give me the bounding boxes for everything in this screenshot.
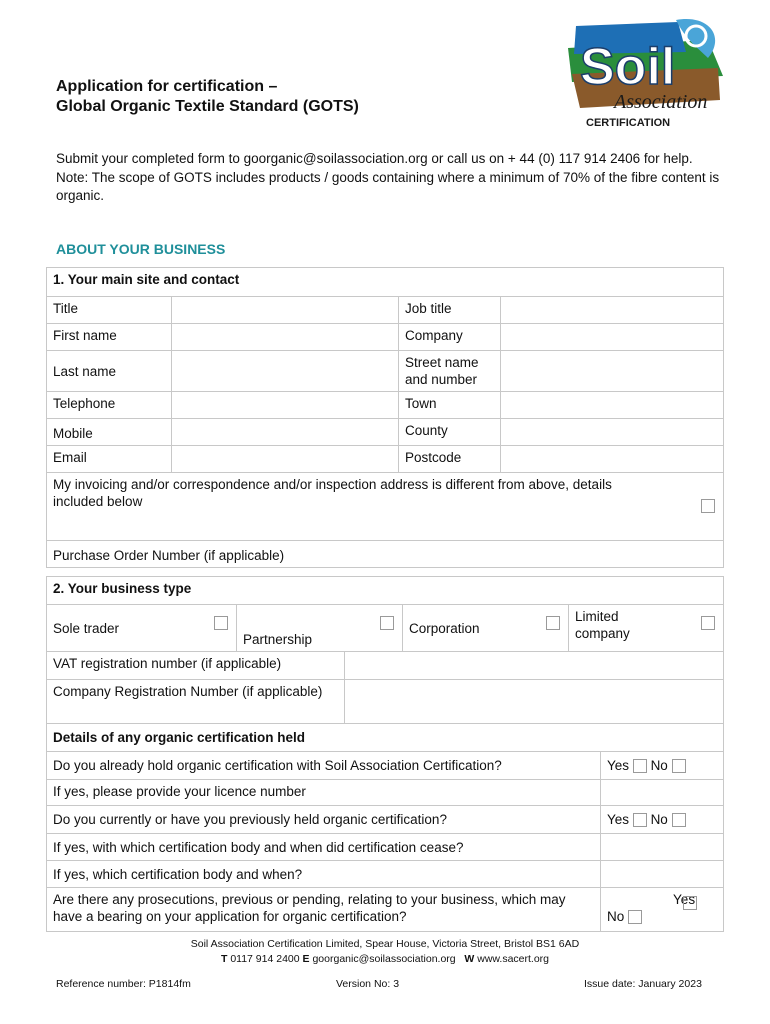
q1-no-label: No bbox=[650, 758, 668, 773]
company-reg-label: Company Registration Number (if applicable) bbox=[47, 680, 345, 724]
last-name-field[interactable] bbox=[172, 351, 399, 392]
q1-yes-checkbox[interactable] bbox=[633, 759, 647, 773]
corporation-label: Corporation bbox=[409, 620, 480, 636]
intro-text: Submit your completed form to goorganic@soilassociation.org or call us on + 44 (0) 117 914 2406 for help. Note: The scope of GOTS includes products / goods containing where a minimum of 70% of the fibre content is organic. bbox=[56, 151, 720, 203]
alt-address-checkbox[interactable] bbox=[701, 499, 715, 513]
q2-body-label: If yes, with which certification body and when did certification cease? bbox=[47, 834, 601, 861]
po-number-label: Purchase Order Number (if applicable) bbox=[47, 541, 724, 568]
business-heading: 2. Your business type bbox=[47, 577, 724, 605]
q1-yes-label: Yes bbox=[607, 758, 630, 773]
alt-address-label: My invoicing and/or correspondence and/or inspection address is different from above, details included below bbox=[53, 477, 612, 509]
corporation-cell bbox=[403, 605, 569, 652]
site-heading: 1. Your main site and contact bbox=[47, 268, 724, 297]
partnership-label: Partnership bbox=[243, 632, 313, 647]
county-field[interactable] bbox=[501, 419, 724, 446]
limited-label: Limited company bbox=[575, 609, 630, 641]
partnership-cell bbox=[237, 605, 403, 652]
first-name-label: First name bbox=[47, 324, 172, 351]
q4-answers bbox=[601, 888, 724, 932]
reference-number: Reference number: P1814fm bbox=[56, 978, 191, 990]
alt-address-row bbox=[47, 473, 724, 541]
q4-no-checkbox[interactable] bbox=[628, 910, 642, 924]
q4-label: Are there any prosecutions, previous or pending, relating to your business, which may have a bearing on your application for organic certification? bbox=[47, 888, 601, 932]
postcode-field[interactable] bbox=[501, 446, 724, 473]
mobile-label: Mobile bbox=[47, 419, 172, 446]
soil-association-logo bbox=[558, 18, 728, 133]
svg-text:CERTIFICATION: CERTIFICATION bbox=[586, 117, 671, 129]
organic-heading: Details of any organic certification held bbox=[47, 724, 724, 752]
q2-answers bbox=[601, 806, 724, 834]
issue-date: Issue date: January 2023 bbox=[584, 978, 702, 990]
q1-answers bbox=[601, 752, 724, 780]
svg-text:Soil: Soil bbox=[580, 38, 676, 96]
vat-label: VAT registration number (if applicable) bbox=[47, 652, 345, 680]
vat-field[interactable] bbox=[345, 652, 724, 680]
partnership-checkbox[interactable] bbox=[380, 616, 394, 630]
footer-address: Soil Association Certification Limited, Spear House, Victoria Street, Bristol BS1 6AD T 0117 914 2400 E goorganic@soilassociation.org W www.sacert.org bbox=[0, 937, 770, 967]
last-name-label: Last name bbox=[47, 351, 172, 392]
q2-body-field[interactable] bbox=[601, 834, 724, 861]
sole-trader-label: Sole trader bbox=[53, 620, 120, 636]
title-field[interactable] bbox=[172, 297, 399, 324]
section-heading: ABOUT YOUR BUSINESS bbox=[56, 241, 226, 257]
business-type-table bbox=[46, 576, 724, 932]
job-title-field[interactable] bbox=[501, 297, 724, 324]
q2-yes-checkbox[interactable] bbox=[633, 813, 647, 827]
company-reg-field[interactable] bbox=[345, 680, 724, 724]
q4-no-label: No bbox=[607, 909, 625, 924]
job-title-label: Job title bbox=[399, 297, 501, 324]
footer-contacts: T 0117 914 2400 E goorganic@soilassociation.org W www.sacert.org bbox=[220, 953, 550, 965]
postcode-label: Postcode bbox=[399, 446, 501, 473]
q1-label: Do you already hold organic certification with Soil Association Certification? bbox=[47, 752, 601, 780]
telephone-field[interactable] bbox=[172, 392, 399, 419]
sole-trader-cell bbox=[47, 605, 237, 652]
email-field[interactable] bbox=[172, 446, 399, 473]
svg-text:Association: Association bbox=[614, 91, 708, 113]
q4-yes-checkbox[interactable] bbox=[683, 896, 697, 910]
q1-no-checkbox[interactable] bbox=[672, 759, 686, 773]
q1-licence-label: If yes, please provide your licence number bbox=[47, 780, 601, 806]
q3-label: If yes, which certification body and when? bbox=[47, 861, 601, 888]
first-name-field[interactable] bbox=[172, 324, 399, 351]
email-label: Email bbox=[47, 446, 172, 473]
page-title: Application for certification – Global Organic Textile Standard (GOTS) bbox=[56, 78, 359, 115]
corporation-checkbox[interactable] bbox=[546, 616, 560, 630]
q2-no-label: No bbox=[650, 812, 668, 827]
town-label: Town bbox=[399, 392, 501, 419]
q2-yes-label: Yes bbox=[607, 812, 630, 827]
limited-checkbox[interactable] bbox=[701, 616, 715, 630]
company-field[interactable] bbox=[501, 324, 724, 351]
limited-cell bbox=[569, 605, 724, 652]
telephone-label: Telephone bbox=[47, 392, 172, 419]
q4-yes-label: Yes bbox=[673, 892, 696, 907]
street-field[interactable] bbox=[501, 351, 724, 392]
version-number: Version No: 3 bbox=[336, 978, 400, 990]
title-label: Title bbox=[47, 297, 172, 324]
street-label: Street name and number bbox=[399, 351, 501, 392]
q1-licence-field[interactable] bbox=[601, 780, 724, 806]
site-contact-table bbox=[46, 267, 724, 568]
sole-trader-checkbox[interactable] bbox=[214, 616, 228, 630]
q2-label: Do you currently or have you previously held organic certification? bbox=[47, 806, 601, 834]
county-label: County bbox=[399, 419, 501, 446]
company-label: Company bbox=[399, 324, 501, 351]
town-field[interactable] bbox=[501, 392, 724, 419]
mobile-field[interactable] bbox=[172, 419, 399, 446]
q3-field[interactable] bbox=[601, 861, 724, 888]
q2-no-checkbox[interactable] bbox=[672, 813, 686, 827]
